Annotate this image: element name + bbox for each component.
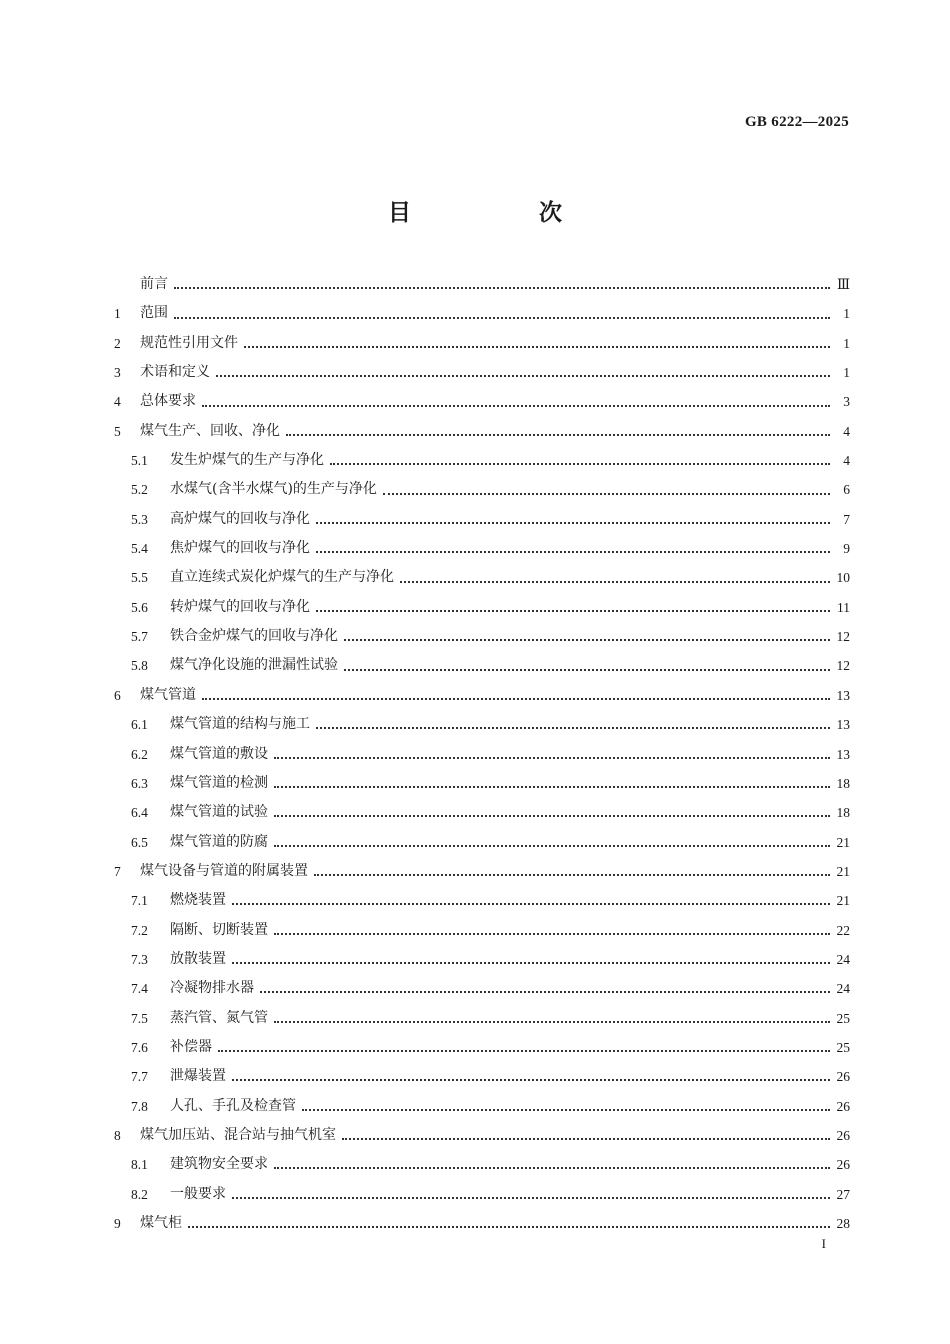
dot-leader [316, 609, 830, 612]
dot-leader [202, 404, 830, 407]
dot-leader [232, 902, 830, 905]
toc-entry-title: 煤气柜 [140, 1215, 182, 1231]
toc-entry-title: 发生炉煤气的生产与净化 [170, 452, 324, 469]
toc-entry-number: 3 [114, 365, 121, 381]
dot-leader [260, 990, 830, 993]
toc-entry[interactable] [114, 505, 850, 534]
toc-entry-page: 7 [843, 511, 850, 527]
toc-entry[interactable] [114, 1150, 850, 1179]
toc-entry-number: 7.5 [131, 1010, 148, 1026]
dot-leader [244, 345, 830, 348]
dot-leader [188, 1225, 830, 1228]
toc-entry[interactable] [114, 651, 850, 680]
toc-entry-title: 补偿器 [170, 1038, 212, 1055]
toc-entry-number: 8 [114, 1127, 121, 1143]
toc-entry[interactable] [114, 1092, 850, 1121]
toc-entry-number: 7.4 [131, 981, 148, 997]
toc-entry-title: 煤气管道的结构与施工 [170, 716, 310, 733]
toc-entry-page: 1 [843, 306, 850, 322]
toc-entry-number: 7.2 [131, 922, 148, 938]
standard-code: GB 6222—2025 [744, 114, 849, 130]
toc-entry[interactable] [114, 769, 850, 798]
toc-entry-number: 6.1 [131, 717, 148, 733]
toc-entry[interactable] [114, 358, 850, 387]
toc-entry-page: 28 [836, 1216, 850, 1231]
dot-leader [344, 668, 830, 671]
toc-entry-page: 12 [836, 658, 850, 674]
toc-entry-number: 6.4 [131, 805, 148, 821]
toc-entry[interactable] [114, 974, 850, 1003]
toc-entry-page: 26 [836, 1098, 850, 1114]
toc-entry[interactable] [114, 299, 850, 328]
toc-entry-title: 燃烧装置 [170, 892, 226, 909]
toc-entry-title: 直立连续式炭化炉煤气的生产与净化 [170, 569, 394, 586]
toc-entry-number: 5.5 [131, 570, 148, 586]
toc-entry[interactable] [114, 710, 850, 739]
toc-entry[interactable] [114, 857, 850, 886]
toc-entry-number: 7.1 [131, 893, 148, 909]
dot-leader [274, 932, 830, 935]
toc-entry[interactable] [114, 740, 850, 769]
toc-entry-number: 6 [114, 687, 121, 703]
dot-leader [174, 286, 830, 289]
toc-entry-title: 冷凝物排水器 [170, 980, 254, 997]
toc-entry-page: 26 [836, 1127, 850, 1143]
page-number: I [821, 1236, 826, 1251]
toc-entry-title: 放散装置 [170, 950, 226, 967]
toc-entry-title: 煤气管道 [140, 686, 196, 703]
toc-entry-number: 5.3 [131, 511, 148, 527]
toc-entry[interactable] [114, 387, 850, 416]
dot-leader [383, 492, 830, 495]
dot-leader [314, 873, 830, 876]
toc-entry-number: 1 [114, 306, 121, 322]
toc-entry-number: 5.8 [131, 658, 148, 674]
toc-entry-page: 21 [836, 863, 850, 879]
toc-entry-page: 12 [836, 629, 850, 645]
toc-entry-number: 8.1 [131, 1157, 148, 1173]
toc-entry-page: 18 [836, 775, 850, 791]
toc-entry-number: 6.2 [131, 746, 148, 762]
toc-entry[interactable] [114, 534, 850, 563]
toc-entry-page: 27 [836, 1186, 850, 1202]
dot-leader [274, 756, 830, 759]
toc-entry[interactable] [114, 446, 850, 475]
toc-entry-title: 煤气生产、回收、净化 [140, 422, 280, 439]
toc-entry-title: 铁合金炉煤气的回收与净化 [170, 628, 338, 645]
dot-leader [202, 697, 830, 700]
dot-leader [316, 726, 830, 729]
toc-entry-number: 6.3 [131, 775, 148, 791]
toc-entry-page: 3 [843, 394, 850, 410]
dot-leader [342, 1137, 830, 1140]
toc-entry-title: 一般要求 [170, 1185, 226, 1202]
table-of-contents [114, 270, 850, 1238]
toc-entry-title: 煤气净化设施的泄漏性试验 [170, 657, 338, 674]
toc-entry-number: 7.8 [131, 1098, 148, 1114]
toc-entry[interactable] [114, 329, 850, 358]
toc-entry-page: 9 [843, 541, 850, 557]
toc-entry-page: 1 [843, 365, 850, 381]
toc-entry-title: 前言 [140, 276, 168, 292]
toc-entry-number: 8.2 [131, 1186, 148, 1202]
dot-leader [302, 1108, 830, 1111]
toc-entry-page: 26 [836, 1157, 850, 1173]
dot-leader [274, 785, 830, 788]
toc-entry-page: 24 [836, 981, 850, 997]
toc-entry-number: 7.7 [131, 1069, 148, 1085]
toc-entry[interactable] [114, 828, 850, 857]
dot-leader [216, 374, 830, 377]
toc-entry-number: 5.2 [131, 482, 148, 498]
dot-leader [218, 1049, 830, 1052]
toc-entry[interactable] [114, 593, 850, 622]
dot-leader [330, 462, 830, 465]
toc-entry-title: 转炉煤气的回收与净化 [170, 598, 310, 615]
toc-entry-title: 煤气管道的防腐 [170, 833, 268, 850]
toc-entry-title: 煤气管道的检测 [170, 774, 268, 791]
toc-entry-page: 25 [836, 1010, 850, 1026]
toc-entry-page: 10 [836, 570, 850, 586]
toc-entry-title: 总体要求 [140, 393, 196, 410]
toc-entry-title: 范围 [140, 305, 168, 322]
toc-entry[interactable] [114, 916, 850, 945]
toc-entry-page: 6 [843, 482, 850, 498]
toc-entry[interactable] [114, 1209, 850, 1238]
toc-entry-number: 5 [114, 423, 121, 439]
toc-entry-title: 隔断、切断装置 [170, 921, 268, 938]
toc-entry-title: 焦炉煤气的回收与净化 [170, 540, 310, 557]
toc-entry-page: 24 [836, 951, 850, 967]
toc-entry[interactable] [114, 1033, 850, 1062]
dot-leader [174, 316, 830, 319]
toc-entry-page: 13 [836, 717, 850, 733]
toc-entry[interactable] [114, 417, 850, 446]
toc-entry[interactable] [114, 798, 850, 827]
toc-entry-title: 蒸汽管、氮气管 [170, 1009, 268, 1026]
dot-leader [274, 844, 830, 847]
toc-entry-number: 9 [114, 1216, 121, 1231]
toc-entry[interactable] [114, 886, 850, 915]
toc-entry-title: 煤气加压站、混合站与抽气机室 [140, 1126, 336, 1143]
dot-leader [274, 1166, 830, 1169]
dot-leader [274, 1020, 830, 1023]
toc-entry-number: 2 [114, 335, 121, 351]
toc-entry-number: 6.5 [131, 834, 148, 850]
dot-leader [232, 1078, 830, 1081]
toc-entry-page: 18 [836, 805, 850, 821]
dot-leader [274, 814, 830, 817]
page-title: 目 次 [387, 200, 622, 226]
toc-entry-title: 水煤气(含半水煤气)的生产与净化 [170, 481, 377, 498]
toc-entry-number: 5.6 [131, 599, 148, 615]
toc-entry[interactable] [114, 1180, 850, 1209]
toc-entry[interactable] [114, 681, 850, 710]
toc-entry-page: 21 [836, 893, 850, 909]
toc-entry-page: 4 [843, 453, 850, 469]
toc-entry-title: 规范性引用文件 [140, 334, 238, 351]
dot-leader [232, 961, 830, 964]
toc-entry-page: 22 [836, 922, 850, 938]
dot-leader [286, 433, 830, 436]
toc-entry-page: 26 [836, 1069, 850, 1085]
toc-entry-number: 7.3 [131, 951, 148, 967]
toc-entry-number: 4 [114, 394, 121, 410]
toc-entry-page: 1 [843, 335, 850, 351]
dot-leader [232, 1196, 830, 1199]
toc-entry[interactable] [114, 945, 850, 974]
toc-entry-page: 25 [836, 1039, 850, 1055]
toc-entry-title: 术语和定义 [140, 364, 210, 381]
toc-entry[interactable] [114, 1062, 850, 1091]
toc-entry-title: 煤气管道的敷设 [170, 745, 268, 762]
toc-entry-title: 煤气设备与管道的附属装置 [140, 862, 308, 879]
toc-entry-page: 11 [837, 599, 850, 615]
toc-entry-number: 5.4 [131, 541, 148, 557]
toc-entry-title: 人孔、手孔及检查管 [170, 1097, 296, 1114]
toc-entry-title: 煤气管道的试验 [170, 804, 268, 821]
toc-entry-title: 高炉煤气的回收与净化 [170, 510, 310, 527]
toc-entry[interactable] [114, 270, 850, 299]
toc-entry-number: 5.7 [131, 629, 148, 645]
dot-leader [344, 638, 830, 641]
toc-entry[interactable] [114, 1004, 850, 1033]
dot-leader [400, 580, 830, 583]
toc-entry-page: 21 [836, 834, 850, 850]
toc-entry-page: Ⅲ [836, 277, 850, 292]
toc-entry-page: 13 [836, 687, 850, 703]
toc-entry-title: 泄爆装置 [170, 1068, 226, 1085]
toc-entry[interactable] [114, 1121, 850, 1150]
toc-entry[interactable] [114, 563, 850, 592]
dot-leader [316, 550, 830, 553]
toc-entry-page: 13 [836, 746, 850, 762]
toc-entry[interactable] [114, 622, 850, 651]
toc-entry-number: 7 [114, 863, 121, 879]
dot-leader [316, 521, 830, 524]
toc-entry-number: 7.6 [131, 1039, 148, 1055]
toc-entry-number: 5.1 [131, 453, 148, 469]
toc-entry-title: 建筑物安全要求 [170, 1156, 268, 1173]
toc-entry-page: 4 [843, 423, 850, 439]
toc-entry[interactable] [114, 475, 850, 504]
